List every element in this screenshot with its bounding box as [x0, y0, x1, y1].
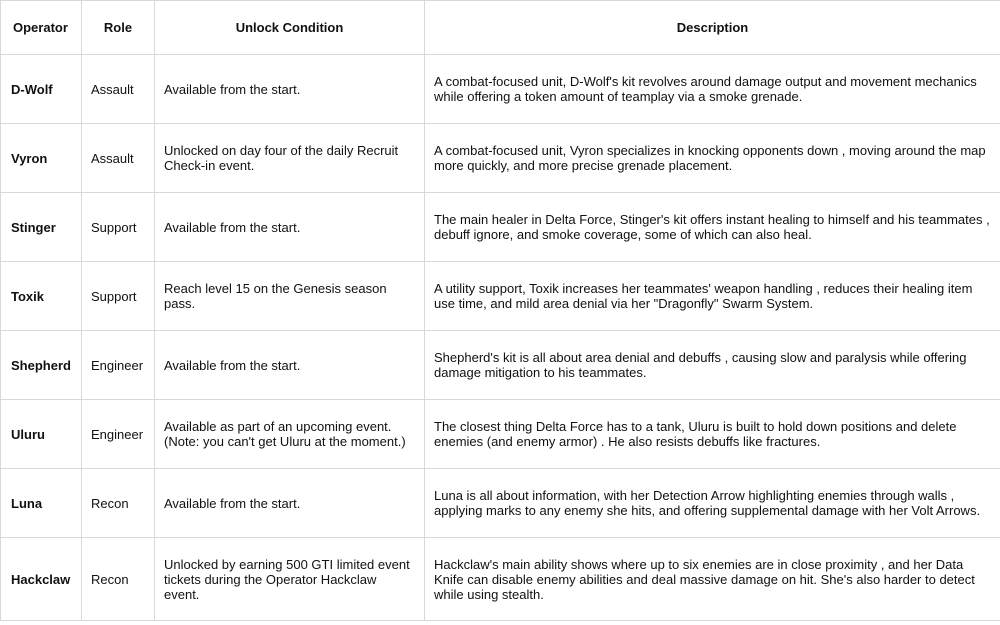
table-row [1, 469, 1000, 538]
description-cell: A combat-focused unit, Vyron specializes in knocking opponents down , moving around the map more quickly, and more precise grenade placement. [425, 124, 1000, 193]
header-unlock-condition: Unlock Condition [155, 1, 425, 55]
operator-cell: Stinger [1, 193, 82, 262]
operator-cell: Luna [1, 469, 82, 538]
description-cell: The closest thing Delta Force has to a tank, Uluru is built to hold down positions and delete enemies (and enemy armor) . He also resists debuffs like fractures. [425, 400, 1000, 469]
description-cell: Shepherd's kit is all about area denial and debuffs , causing slow and paralysis while offering damage mitigation to his teammates. [425, 331, 1000, 400]
operator-cell: D-Wolf [1, 55, 82, 124]
table-row [1, 538, 1000, 621]
header-role: Role [82, 1, 155, 55]
role-cell: Support [82, 193, 155, 262]
description-cell: The main healer in Delta Force, Stinger's kit offers instant healing to himself and his teammates , debuff ignore, and smoke coverage, some of which can also heal. [425, 193, 1000, 262]
operator-cell: Uluru [1, 400, 82, 469]
operator-cell: Shepherd [1, 331, 82, 400]
unlock-cell: Available from the start. [155, 331, 425, 400]
description-cell: Luna is all about information, with her Detection Arrow highlighting enemies through walls , applying marks to any enemy she hits, and offering supplemental damage with her Volt Arrows. [425, 469, 1000, 538]
description-cell: A utility support, Toxik increases her teammates' weapon handling , reduces their healing item use time, and mild area denial via her "Dragonfly" Swarm System. [425, 262, 1000, 331]
table-row [1, 331, 1000, 400]
role-cell: Assault [82, 55, 155, 124]
role-cell: Recon [82, 469, 155, 538]
role-cell: Support [82, 262, 155, 331]
role-cell: Engineer [82, 331, 155, 400]
operator-cell: Toxik [1, 262, 82, 331]
table-row [1, 193, 1000, 262]
unlock-cell: Available from the start. [155, 193, 425, 262]
description-cell: A combat-focused unit, D-Wolf's kit revolves around damage output and movement mechanics while offering a token amount of teamplay via a smoke grenade. [425, 55, 1000, 124]
role-cell: Recon [82, 538, 155, 621]
operator-cell: Hackclaw [1, 538, 82, 621]
role-cell: Assault [82, 124, 155, 193]
unlock-cell: Available from the start. [155, 469, 425, 538]
unlock-cell: Unlocked on day four of the daily Recruit Check-in event. [155, 124, 425, 193]
table-row [1, 262, 1000, 331]
header-description: Description [425, 1, 1000, 55]
unlock-cell: Unlocked by earning 500 GTI limited event tickets during the Operator Hackclaw event. [155, 538, 425, 621]
role-cell: Engineer [82, 400, 155, 469]
unlock-cell: Reach level 15 on the Genesis season pass. [155, 262, 425, 331]
unlock-cell: Available as part of an upcoming event. (Note: you can't get Uluru at the moment.) [155, 400, 425, 469]
table-row [1, 400, 1000, 469]
table-row [1, 124, 1000, 193]
unlock-cell: Available from the start. [155, 55, 425, 124]
header-row [1, 1, 1000, 55]
header-operator: Operator [1, 1, 82, 55]
operator-cell: Vyron [1, 124, 82, 193]
table-row [1, 55, 1000, 124]
description-cell: Hackclaw's main ability shows where up to six enemies are in close proximity , and her Data Knife can disable enemy abilities and deal massive damage on hit. She's also harder to detect while using stealth. [425, 538, 1000, 621]
